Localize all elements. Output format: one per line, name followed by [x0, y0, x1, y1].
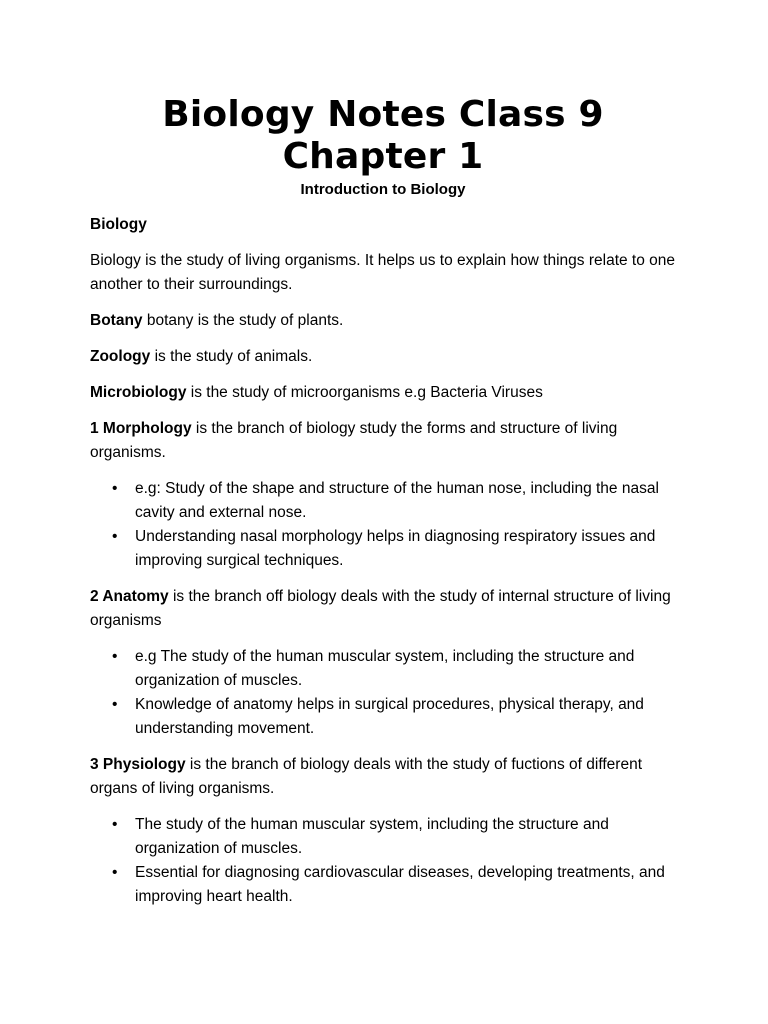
zoology-term: Zoology — [90, 348, 151, 365]
microbiology-definition: Microbiology is the study of microorganisms e.g Bacteria Viruses — [90, 384, 543, 401]
physiology-definition: 3 Physiology is the branch of biology deals with the study of fuctions of different organs of living organisms. — [90, 756, 642, 797]
biology-definition: Biology is the study of living organisms. It helps us to explain how things relate to one another to their surroundings. — [90, 252, 676, 293]
document-page — [90, 94, 676, 909]
bullet-icon: • — [112, 648, 118, 665]
bullet-icon: • — [112, 696, 118, 713]
morphology-term: 1 Morphology — [90, 420, 192, 437]
document-subtitle: Introduction to Biology — [300, 181, 466, 198]
bullet-icon: • — [112, 480, 118, 497]
bullet-icon: • — [112, 528, 118, 545]
list-item: • Knowledge of anatomy helps in surgical procedures, physical therapy, and understanding movement. — [90, 693, 676, 741]
list-item: • Essential for diagnosing cardiovascular diseases, developing treatments, and improving heart health. — [90, 861, 676, 909]
microbiology-term: Microbiology — [90, 384, 187, 401]
bullet-icon: • — [112, 864, 118, 881]
morphology-definition: 1 Morphology is the branch of biology study the forms and structure of living organisms. — [90, 420, 618, 461]
list-item: • Understanding nasal morphology helps in diagnosing respiratory issues and improving surgical techniques. — [90, 525, 676, 573]
anatomy-definition: 2 Anatomy is the branch off biology deals with the study of internal structure of living organisms — [90, 588, 671, 629]
list-item: • e.g: Study of the shape and structure of the human nose, including the nasal cavity and external nose. — [90, 477, 676, 525]
anatomy-bullet-list — [90, 645, 676, 741]
morphology-bullet-list — [90, 477, 676, 573]
biology-heading: Biology — [90, 216, 147, 233]
list-item: • The study of the human muscular system, including the structure and organization of muscles. — [90, 813, 676, 861]
botany-definition: Botany botany is the study of plants. — [90, 312, 344, 329]
document-title: Biology Notes Class 9 Chapter 1 — [162, 94, 604, 177]
list-item: • e.g The study of the human muscular system, including the structure and organization of muscles. — [90, 645, 676, 693]
bullet-icon: • — [112, 816, 118, 833]
botany-term: Botany — [90, 312, 143, 329]
zoology-definition: Zoology is the study of animals. — [90, 348, 313, 365]
physiology-term: 3 Physiology — [90, 756, 186, 773]
anatomy-term: 2 Anatomy — [90, 588, 169, 605]
physiology-bullet-list — [90, 813, 676, 909]
